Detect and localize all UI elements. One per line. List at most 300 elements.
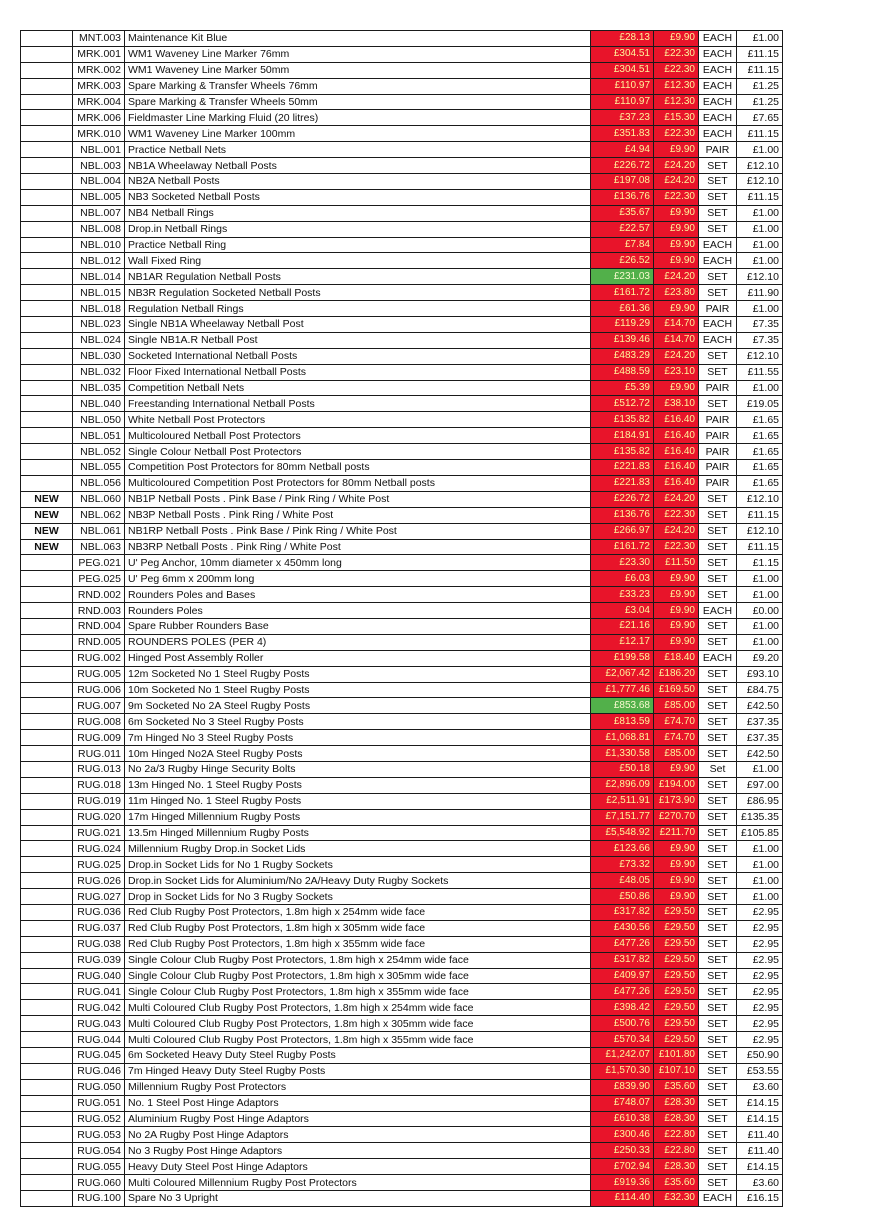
product-description: No 2A Rugby Post Hinge Adaptors bbox=[125, 1127, 591, 1143]
table-row bbox=[21, 1175, 783, 1191]
unit: SET bbox=[699, 984, 737, 1000]
new-flag bbox=[21, 873, 73, 889]
price-secondary: £74.70 bbox=[654, 730, 699, 746]
unit: SET bbox=[699, 968, 737, 984]
product-code: RUG.005 bbox=[73, 666, 125, 682]
product-code: RND.003 bbox=[73, 603, 125, 619]
new-flag bbox=[21, 571, 73, 587]
product-code: NBL.056 bbox=[73, 475, 125, 491]
table-row bbox=[21, 285, 783, 301]
product-code: MRK.004 bbox=[73, 94, 125, 110]
product-code: RUG.002 bbox=[73, 650, 125, 666]
unit: SET bbox=[699, 1159, 737, 1175]
new-flag bbox=[21, 968, 73, 984]
price-unit-charge: £1.00 bbox=[737, 587, 783, 603]
table-row bbox=[21, 364, 783, 380]
new-flag bbox=[21, 396, 73, 412]
product-code: RUG.051 bbox=[73, 1095, 125, 1111]
price-unit-charge: £2.95 bbox=[737, 904, 783, 920]
product-code: NBL.024 bbox=[73, 332, 125, 348]
product-code: PEG.025 bbox=[73, 571, 125, 587]
product-code: RUG.055 bbox=[73, 1159, 125, 1175]
price-secondary: £38.10 bbox=[654, 396, 699, 412]
price-unit-charge: £1.25 bbox=[737, 78, 783, 94]
unit: SET bbox=[699, 189, 737, 205]
price-unit-charge: £11.15 bbox=[737, 126, 783, 142]
unit: EACH bbox=[699, 332, 737, 348]
price-secondary: £22.80 bbox=[654, 1143, 699, 1159]
new-flag bbox=[21, 428, 73, 444]
table-row bbox=[21, 460, 783, 476]
product-description: Floor Fixed International Netball Posts bbox=[125, 364, 591, 380]
product-code: NBL.008 bbox=[73, 221, 125, 237]
table-row bbox=[21, 174, 783, 190]
price-main: £2,511.91 bbox=[591, 793, 654, 809]
price-main: £7,151.77 bbox=[591, 809, 654, 825]
price-unit-charge: £11.15 bbox=[737, 507, 783, 523]
product-description: 6m Socketed Heavy Duty Steel Rugby Posts bbox=[125, 1048, 591, 1064]
price-unit-charge: £42.50 bbox=[737, 746, 783, 762]
product-code: RUG.025 bbox=[73, 857, 125, 873]
product-code: RUG.038 bbox=[73, 936, 125, 952]
product-description: Spare Marking & Transfer Wheels 76mm bbox=[125, 78, 591, 94]
price-main: £409.97 bbox=[591, 968, 654, 984]
price-main: £7.84 bbox=[591, 237, 654, 253]
price-unit-charge: £2.95 bbox=[737, 1016, 783, 1032]
table-row bbox=[21, 634, 783, 650]
price-secondary: £9.90 bbox=[654, 31, 699, 47]
product-description: 13m Hinged No. 1 Steel Rugby Posts bbox=[125, 777, 591, 793]
price-secondary: £29.50 bbox=[654, 952, 699, 968]
table-row bbox=[21, 412, 783, 428]
new-flag bbox=[21, 364, 73, 380]
product-code: NBL.040 bbox=[73, 396, 125, 412]
price-secondary: £16.40 bbox=[654, 444, 699, 460]
price-unit-charge: £37.35 bbox=[737, 714, 783, 730]
price-main: £488.59 bbox=[591, 364, 654, 380]
unit: SET bbox=[699, 396, 737, 412]
price-main: £3.04 bbox=[591, 603, 654, 619]
new-flag bbox=[21, 1191, 73, 1207]
table-row bbox=[21, 1159, 783, 1175]
product-code: NBL.015 bbox=[73, 285, 125, 301]
price-main: £221.83 bbox=[591, 460, 654, 476]
product-code: NBL.014 bbox=[73, 269, 125, 285]
unit: SET bbox=[699, 205, 737, 221]
product-code: NBL.010 bbox=[73, 237, 125, 253]
price-main: £110.97 bbox=[591, 94, 654, 110]
price-unit-charge: £11.55 bbox=[737, 364, 783, 380]
unit: SET bbox=[699, 952, 737, 968]
new-flag bbox=[21, 650, 73, 666]
price-secondary: £32.30 bbox=[654, 1191, 699, 1207]
product-code: RUG.024 bbox=[73, 841, 125, 857]
table-row bbox=[21, 746, 783, 762]
price-main: £110.97 bbox=[591, 78, 654, 94]
new-flag: NEW bbox=[21, 539, 73, 555]
product-code: NBL.007 bbox=[73, 205, 125, 221]
new-flag bbox=[21, 761, 73, 777]
unit: SET bbox=[699, 491, 737, 507]
product-description: Spare Rubber Rounders Base bbox=[125, 618, 591, 634]
product-code: RUG.019 bbox=[73, 793, 125, 809]
unit: PAIR bbox=[699, 475, 737, 491]
new-flag bbox=[21, 1159, 73, 1175]
unit: EACH bbox=[699, 1191, 737, 1207]
price-main: £5.39 bbox=[591, 380, 654, 396]
product-description: 13.5m Hinged Millennium Rugby Posts bbox=[125, 825, 591, 841]
price-secondary: £85.00 bbox=[654, 746, 699, 762]
new-flag: NEW bbox=[21, 523, 73, 539]
unit: SET bbox=[699, 221, 737, 237]
price-main: £22.57 bbox=[591, 221, 654, 237]
table-row bbox=[21, 841, 783, 857]
product-description: 7m Hinged No 3 Steel Rugby Posts bbox=[125, 730, 591, 746]
unit: SET bbox=[699, 746, 737, 762]
price-unit-charge: £9.20 bbox=[737, 650, 783, 666]
new-flag bbox=[21, 555, 73, 571]
price-secondary: £29.50 bbox=[654, 968, 699, 984]
new-flag bbox=[21, 46, 73, 62]
price-main: £26.52 bbox=[591, 253, 654, 269]
price-main: £570.34 bbox=[591, 1032, 654, 1048]
unit: EACH bbox=[699, 110, 737, 126]
price-secondary: £16.40 bbox=[654, 475, 699, 491]
price-secondary: £28.30 bbox=[654, 1159, 699, 1175]
price-main: £35.67 bbox=[591, 205, 654, 221]
new-flag bbox=[21, 142, 73, 158]
table-row bbox=[21, 46, 783, 62]
product-description: Single Colour Club Rugby Post Protectors, 1.8m high x 254mm wide face bbox=[125, 952, 591, 968]
new-flag bbox=[21, 603, 73, 619]
price-main: £351.83 bbox=[591, 126, 654, 142]
unit: PAIR bbox=[699, 380, 737, 396]
price-unit-charge: £1.65 bbox=[737, 428, 783, 444]
price-main: £304.51 bbox=[591, 62, 654, 78]
price-main: £123.66 bbox=[591, 841, 654, 857]
product-code: NBL.060 bbox=[73, 491, 125, 507]
product-description: NB1AR Regulation Netball Posts bbox=[125, 269, 591, 285]
table-row bbox=[21, 1079, 783, 1095]
price-secondary: £194.00 bbox=[654, 777, 699, 793]
unit: SET bbox=[699, 1063, 737, 1079]
price-main: £430.56 bbox=[591, 920, 654, 936]
price-secondary: £14.70 bbox=[654, 332, 699, 348]
price-main: £4.94 bbox=[591, 142, 654, 158]
product-description: Single Colour Club Rugby Post Protectors, 1.8m high x 305mm wide face bbox=[125, 968, 591, 984]
price-main: £135.82 bbox=[591, 412, 654, 428]
product-code: RUG.052 bbox=[73, 1111, 125, 1127]
price-secondary: £9.90 bbox=[654, 618, 699, 634]
new-flag bbox=[21, 380, 73, 396]
price-secondary: £9.90 bbox=[654, 301, 699, 317]
price-unit-charge: £1.00 bbox=[737, 889, 783, 905]
unit: SET bbox=[699, 618, 737, 634]
price-unit-charge: £11.15 bbox=[737, 539, 783, 555]
price-secondary: £107.10 bbox=[654, 1063, 699, 1079]
table-row bbox=[21, 237, 783, 253]
product-description: NB4 Netball Rings bbox=[125, 205, 591, 221]
price-unit-charge: £1.00 bbox=[737, 237, 783, 253]
product-code: RND.004 bbox=[73, 618, 125, 634]
table-row bbox=[21, 952, 783, 968]
price-main: £500.76 bbox=[591, 1016, 654, 1032]
price-secondary: £9.90 bbox=[654, 634, 699, 650]
table-row bbox=[21, 221, 783, 237]
price-main: £37.23 bbox=[591, 110, 654, 126]
price-unit-charge: £11.15 bbox=[737, 62, 783, 78]
unit: PAIR bbox=[699, 428, 737, 444]
price-secondary: £9.90 bbox=[654, 221, 699, 237]
price-main: £231.03 bbox=[591, 269, 654, 285]
unit: SET bbox=[699, 873, 737, 889]
price-unit-charge: £2.95 bbox=[737, 968, 783, 984]
price-unit-charge: £1.00 bbox=[737, 634, 783, 650]
table-row bbox=[21, 94, 783, 110]
price-main: £512.72 bbox=[591, 396, 654, 412]
table-row bbox=[21, 62, 783, 78]
product-code: NBL.018 bbox=[73, 301, 125, 317]
unit: SET bbox=[699, 714, 737, 730]
table-row bbox=[21, 1127, 783, 1143]
price-unit-charge: £16.15 bbox=[737, 1191, 783, 1207]
unit: SET bbox=[699, 730, 737, 746]
unit: PAIR bbox=[699, 412, 737, 428]
new-flag bbox=[21, 317, 73, 333]
new-flag bbox=[21, 126, 73, 142]
price-main: £2,067.42 bbox=[591, 666, 654, 682]
price-main: £226.72 bbox=[591, 491, 654, 507]
table-row bbox=[21, 1063, 783, 1079]
price-secondary: £28.30 bbox=[654, 1095, 699, 1111]
price-unit-charge: £2.95 bbox=[737, 1000, 783, 1016]
price-main: £1,330.58 bbox=[591, 746, 654, 762]
price-secondary: £29.50 bbox=[654, 920, 699, 936]
price-secondary: £29.50 bbox=[654, 1000, 699, 1016]
price-secondary: £29.50 bbox=[654, 904, 699, 920]
product-code: NBL.012 bbox=[73, 253, 125, 269]
price-unit-charge: £1.15 bbox=[737, 555, 783, 571]
table-row bbox=[21, 761, 783, 777]
new-flag bbox=[21, 952, 73, 968]
unit: SET bbox=[699, 682, 737, 698]
product-description: 17m Hinged Millennium Rugby Posts bbox=[125, 809, 591, 825]
price-unit-charge: £7.35 bbox=[737, 317, 783, 333]
price-unit-charge: £1.00 bbox=[737, 301, 783, 317]
price-main: £184.91 bbox=[591, 428, 654, 444]
product-code: RUG.039 bbox=[73, 952, 125, 968]
table-row bbox=[21, 301, 783, 317]
price-main: £12.17 bbox=[591, 634, 654, 650]
price-list-body bbox=[21, 31, 783, 1207]
price-unit-charge: £2.95 bbox=[737, 936, 783, 952]
price-secondary: £23.10 bbox=[654, 364, 699, 380]
price-secondary: £22.30 bbox=[654, 189, 699, 205]
product-code: NBL.003 bbox=[73, 158, 125, 174]
new-flag bbox=[21, 666, 73, 682]
product-code: RUG.021 bbox=[73, 825, 125, 841]
price-secondary: £186.20 bbox=[654, 666, 699, 682]
table-row bbox=[21, 666, 783, 682]
table-row bbox=[21, 777, 783, 793]
unit: SET bbox=[699, 698, 737, 714]
new-flag bbox=[21, 1143, 73, 1159]
price-secondary: £9.90 bbox=[654, 873, 699, 889]
price-unit-charge: £0.00 bbox=[737, 603, 783, 619]
new-flag bbox=[21, 174, 73, 190]
product-description: Maintenance Kit Blue bbox=[125, 31, 591, 47]
unit: SET bbox=[699, 1111, 737, 1127]
product-code: RUG.006 bbox=[73, 682, 125, 698]
product-code: MRK.002 bbox=[73, 62, 125, 78]
price-secondary: £22.30 bbox=[654, 46, 699, 62]
price-secondary: £9.90 bbox=[654, 380, 699, 396]
table-row bbox=[21, 809, 783, 825]
price-unit-charge: £14.15 bbox=[737, 1111, 783, 1127]
product-description: Competition Netball Nets bbox=[125, 380, 591, 396]
product-description: Practice Netball Nets bbox=[125, 142, 591, 158]
price-secondary: £9.90 bbox=[654, 253, 699, 269]
price-main: £5,548.92 bbox=[591, 825, 654, 841]
price-secondary: £29.50 bbox=[654, 1016, 699, 1032]
table-row bbox=[21, 889, 783, 905]
price-main: £23.30 bbox=[591, 555, 654, 571]
product-code: NBL.050 bbox=[73, 412, 125, 428]
table-row bbox=[21, 682, 783, 698]
product-description: Heavy Duty Steel Post Hinge Adaptors bbox=[125, 1159, 591, 1175]
product-description: Aluminium Rugby Post Hinge Adaptors bbox=[125, 1111, 591, 1127]
new-flag bbox=[21, 777, 73, 793]
product-description: No 3 Rugby Post Hinge Adaptors bbox=[125, 1143, 591, 1159]
price-secondary: £9.90 bbox=[654, 587, 699, 603]
price-main: £317.82 bbox=[591, 904, 654, 920]
price-unit-charge: £2.95 bbox=[737, 952, 783, 968]
new-flag bbox=[21, 1095, 73, 1111]
product-description: 10m Hinged No2A Steel Rugby Posts bbox=[125, 746, 591, 762]
product-code: RUG.009 bbox=[73, 730, 125, 746]
new-flag bbox=[21, 1032, 73, 1048]
new-flag bbox=[21, 730, 73, 746]
new-flag bbox=[21, 475, 73, 491]
price-unit-charge: £12.10 bbox=[737, 523, 783, 539]
table-row bbox=[21, 126, 783, 142]
table-row bbox=[21, 332, 783, 348]
product-code: RUG.011 bbox=[73, 746, 125, 762]
new-flag bbox=[21, 205, 73, 221]
new-flag: NEW bbox=[21, 491, 73, 507]
price-unit-charge: £12.10 bbox=[737, 174, 783, 190]
price-unit-charge: £53.55 bbox=[737, 1063, 783, 1079]
new-flag bbox=[21, 31, 73, 47]
product-description: Multi Coloured Club Rugby Post Protectors, 1.8m high x 355mm wide face bbox=[125, 1032, 591, 1048]
price-unit-charge: £11.15 bbox=[737, 46, 783, 62]
product-code: MRK.003 bbox=[73, 78, 125, 94]
unit: SET bbox=[699, 857, 737, 873]
new-flag bbox=[21, 793, 73, 809]
price-secondary: £173.90 bbox=[654, 793, 699, 809]
new-flag bbox=[21, 285, 73, 301]
unit: SET bbox=[699, 285, 737, 301]
price-list-table bbox=[20, 30, 783, 1207]
unit: SET bbox=[699, 348, 737, 364]
price-secondary: £74.70 bbox=[654, 714, 699, 730]
product-description: NB1P Netball Posts . Pink Base / Pink Ring / White Post bbox=[125, 491, 591, 507]
product-code: NBL.061 bbox=[73, 523, 125, 539]
product-description: Drop.in Socket Lids for Aluminium/No 2A/Heavy Duty Rugby Sockets bbox=[125, 873, 591, 889]
price-secondary: £22.30 bbox=[654, 126, 699, 142]
unit: SET bbox=[699, 634, 737, 650]
price-main: £317.82 bbox=[591, 952, 654, 968]
table-row bbox=[21, 269, 783, 285]
price-unit-charge: £1.25 bbox=[737, 94, 783, 110]
unit: SET bbox=[699, 158, 737, 174]
price-secondary: £24.20 bbox=[654, 523, 699, 539]
table-row bbox=[21, 698, 783, 714]
product-description: NB3 Socketed Netball Posts bbox=[125, 189, 591, 205]
table-row bbox=[21, 587, 783, 603]
table-row bbox=[21, 158, 783, 174]
product-description: WM1 Waveney Line Marker 76mm bbox=[125, 46, 591, 62]
unit: EACH bbox=[699, 62, 737, 78]
price-main: £702.94 bbox=[591, 1159, 654, 1175]
new-flag bbox=[21, 825, 73, 841]
product-code: NBL.001 bbox=[73, 142, 125, 158]
unit: PAIR bbox=[699, 301, 737, 317]
unit: EACH bbox=[699, 603, 737, 619]
product-description: Millennium Rugby Post Protectors bbox=[125, 1079, 591, 1095]
price-secondary: £29.50 bbox=[654, 984, 699, 1000]
unit: SET bbox=[699, 523, 737, 539]
product-code: RUG.042 bbox=[73, 1000, 125, 1016]
price-secondary: £35.60 bbox=[654, 1175, 699, 1191]
price-main: £250.33 bbox=[591, 1143, 654, 1159]
price-unit-charge: £1.00 bbox=[737, 142, 783, 158]
table-row bbox=[21, 793, 783, 809]
price-main: £33.23 bbox=[591, 587, 654, 603]
table-row bbox=[21, 523, 783, 539]
price-main: £6.03 bbox=[591, 571, 654, 587]
product-description: Drop.in Netball Rings bbox=[125, 221, 591, 237]
price-unit-charge: £11.15 bbox=[737, 189, 783, 205]
unit: SET bbox=[699, 571, 737, 587]
price-main: £610.38 bbox=[591, 1111, 654, 1127]
product-code: MRK.006 bbox=[73, 110, 125, 126]
new-flag bbox=[21, 1111, 73, 1127]
price-unit-charge: £1.00 bbox=[737, 380, 783, 396]
price-unit-charge: £12.10 bbox=[737, 158, 783, 174]
product-description: Red Club Rugby Post Protectors, 1.8m high x 254mm wide face bbox=[125, 904, 591, 920]
product-description: No. 1 Steel Post Hinge Adaptors bbox=[125, 1095, 591, 1111]
unit: SET bbox=[699, 936, 737, 952]
product-code: RUG.026 bbox=[73, 873, 125, 889]
table-row bbox=[21, 618, 783, 634]
product-code: NBL.005 bbox=[73, 189, 125, 205]
product-description: Multicoloured Netball Post Protectors bbox=[125, 428, 591, 444]
table-row bbox=[21, 444, 783, 460]
table-row bbox=[21, 189, 783, 205]
table-row bbox=[21, 571, 783, 587]
price-secondary: £16.40 bbox=[654, 460, 699, 476]
price-main: £135.82 bbox=[591, 444, 654, 460]
price-unit-charge: £14.15 bbox=[737, 1159, 783, 1175]
product-code: NBL.035 bbox=[73, 380, 125, 396]
new-flag bbox=[21, 332, 73, 348]
price-unit-charge: £1.00 bbox=[737, 31, 783, 47]
product-code: NBL.032 bbox=[73, 364, 125, 380]
product-code: RUG.018 bbox=[73, 777, 125, 793]
price-unit-charge: £1.00 bbox=[737, 857, 783, 873]
table-row bbox=[21, 936, 783, 952]
